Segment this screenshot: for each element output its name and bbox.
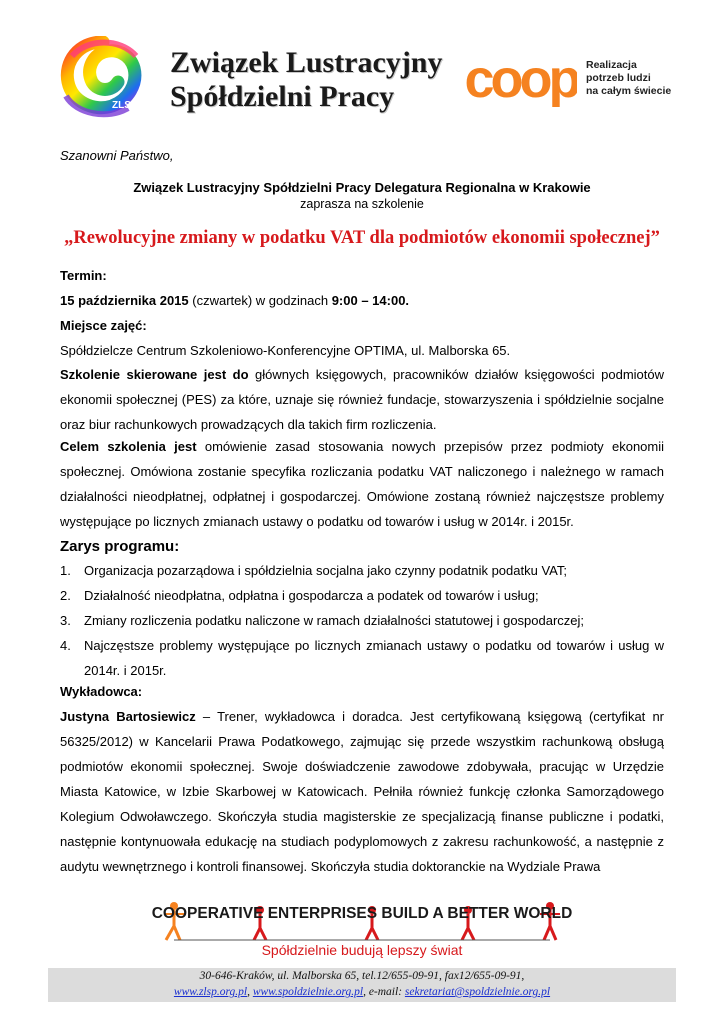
term-date: 15 października 2015 xyxy=(60,293,189,308)
coop-tagline xyxy=(586,59,671,98)
audience-label: Szkolenie skierowane jest do xyxy=(60,367,249,382)
footer xyxy=(48,968,676,1002)
term-weekday: (czwartek) w godzinach xyxy=(188,293,332,308)
list-item-number: 1. xyxy=(60,563,71,578)
list-item-text: Organizacja pozarządowa i spółdzielnia socjalna jako czynny podatnik podatku VAT; xyxy=(84,563,567,578)
list-item-number: 4. xyxy=(60,638,71,653)
footer-separator: , xyxy=(247,986,253,998)
greeting: Szanowni Państwo, xyxy=(60,148,174,163)
goal-paragraph xyxy=(60,434,664,534)
org-title-line2: Spółdzielni Pracy xyxy=(170,80,395,113)
banner-headline: COOPERATIVE ENTERPRISES BUILD A BETTER WORLD xyxy=(151,905,573,922)
organizer-line: Związek Lustracyjny Spółdzielni Pracy Delegatura Regionalna w Krakowie xyxy=(133,180,591,195)
coop-tagline-line: Realizacja xyxy=(586,59,637,71)
list-item-number: 3. xyxy=(60,613,71,628)
term-hours: 9:00 – 14:00. xyxy=(331,293,410,308)
spoldzielnie-website-link[interactable]: www.spoldzielnie.org.pl xyxy=(252,986,364,998)
list-item-text: Najczęstsze problemy występujące po licznych zmianach ustawy o podatku od towarów i usług w 2014r. i 2015r. xyxy=(84,638,664,678)
coop-tagline-line: potrzeb ludzi xyxy=(586,72,651,84)
list-item-text: Zmiany rozliczenia podatku naliczone w ramach działalności statutowej i gospodarczej; xyxy=(84,613,585,628)
goal-label: Celem szkolenia jest xyxy=(60,439,197,454)
org-title-line1: Związek Lustracyjny xyxy=(170,46,443,79)
list-item-text: Działalność nieodpłatna, odpłatna i gospodarcza a podatek od towarów i usług; xyxy=(84,588,539,603)
footer-links xyxy=(48,984,676,1000)
zlsp-logo-text: ZLSP xyxy=(112,100,138,111)
goal-text: omówienie zasad stosowania nowych przepisów przez podmioty ekonomii społecznej. Omówiona zostanie specyfika rozliczania podatku VAT naliczonego i należnego w ramach działalności nieodpłatnej, odpłatnej i gospodarczej. Omówione zostaną również najczęstsze problemy występujące po licznych zmianach ustawy o podatku od towarów i usług w 2014r. i 2015r. xyxy=(60,439,665,529)
program-list xyxy=(60,558,664,683)
term-value xyxy=(60,288,664,313)
list-item-number: 2. xyxy=(60,588,71,603)
list-item xyxy=(60,608,664,633)
organization-title xyxy=(170,46,443,114)
zlsp-logo xyxy=(58,36,148,118)
footer-email-label: , e-mail: xyxy=(363,986,405,998)
lecturer-paragraph xyxy=(60,704,664,879)
footer-address: 30-646-Kraków, ul. Malborska 65, tel.12/655-09-91, fax12/655-09-91, xyxy=(199,970,525,982)
place-label: Miejsce zajęć: xyxy=(60,318,147,333)
lecturer-bio: – Trener, wykładowca i doradca. Jest certyfikowaną księgową (certyfikat nr 56325/2012) w Kancelarii Prawa Podatkowego, zajmując się przede wszystkim rachunkową obsługą podmiotów ekonomii społecznej. Swoje doświadczenie zawodowe zdobywała, pracując w Urzędzie Miasta Katowice, w Izbie Skarbowej w Katowicach. Pełniła również funkcję członka Samorządowego Kolegium Odwoławczego. Skończyła studia magisterskie ze specjalizacją finanse publiczne i podatki, następnie kontynuowała edukację na studiach podyplomowych z zakresu rachunkowość, a następnie z audytu wewnętrznego i kontroli finansowej. Skończyła studia doktoranckie na Wydziale Prawa xyxy=(60,709,665,874)
course-title: „Rewolucyjne zmiany w podatku VAT dla podmiotów ekonomii społecznej” xyxy=(64,228,660,248)
coop-logo xyxy=(465,53,577,107)
coop-tagline-line: na całym świecie xyxy=(586,85,672,97)
cooperative-banner xyxy=(150,896,574,958)
list-item xyxy=(60,633,664,683)
term-label: Termin: xyxy=(60,268,107,283)
audience-paragraph xyxy=(60,362,664,437)
list-item xyxy=(60,558,664,583)
place-value: Spółdzielcze Centrum Szkoleniowo-Konferencyjne OPTIMA, ul. Malborska 65. xyxy=(60,343,511,358)
banner-subline: Spółdzielnie budują lepszy świat xyxy=(261,942,463,958)
lecturer-name: Justyna Bartosiewicz xyxy=(60,709,196,724)
list-item xyxy=(60,583,664,608)
program-label: Zarys programu: xyxy=(60,538,180,555)
email-link[interactable]: sekretariat@spoldzielnie.org.pl xyxy=(404,986,551,998)
audience-text: głównych księgowych, pracowników działów księgowości podmiotów ekonomii społecznej (PES) za które, uznaje się również fundacje, stowarzyszenia i spółdzielnie socjalne oraz biur rachunkowych prowadzących dla takich firm rozliczenia. xyxy=(60,367,665,432)
invitation-line: zaprasza na szkolenie xyxy=(300,197,424,211)
coop-logo-text: coop xyxy=(465,53,577,107)
lecturer-label: Wykładowca: xyxy=(60,684,143,699)
zlsp-website-link[interactable]: www.zlsp.org.pl xyxy=(173,986,248,998)
